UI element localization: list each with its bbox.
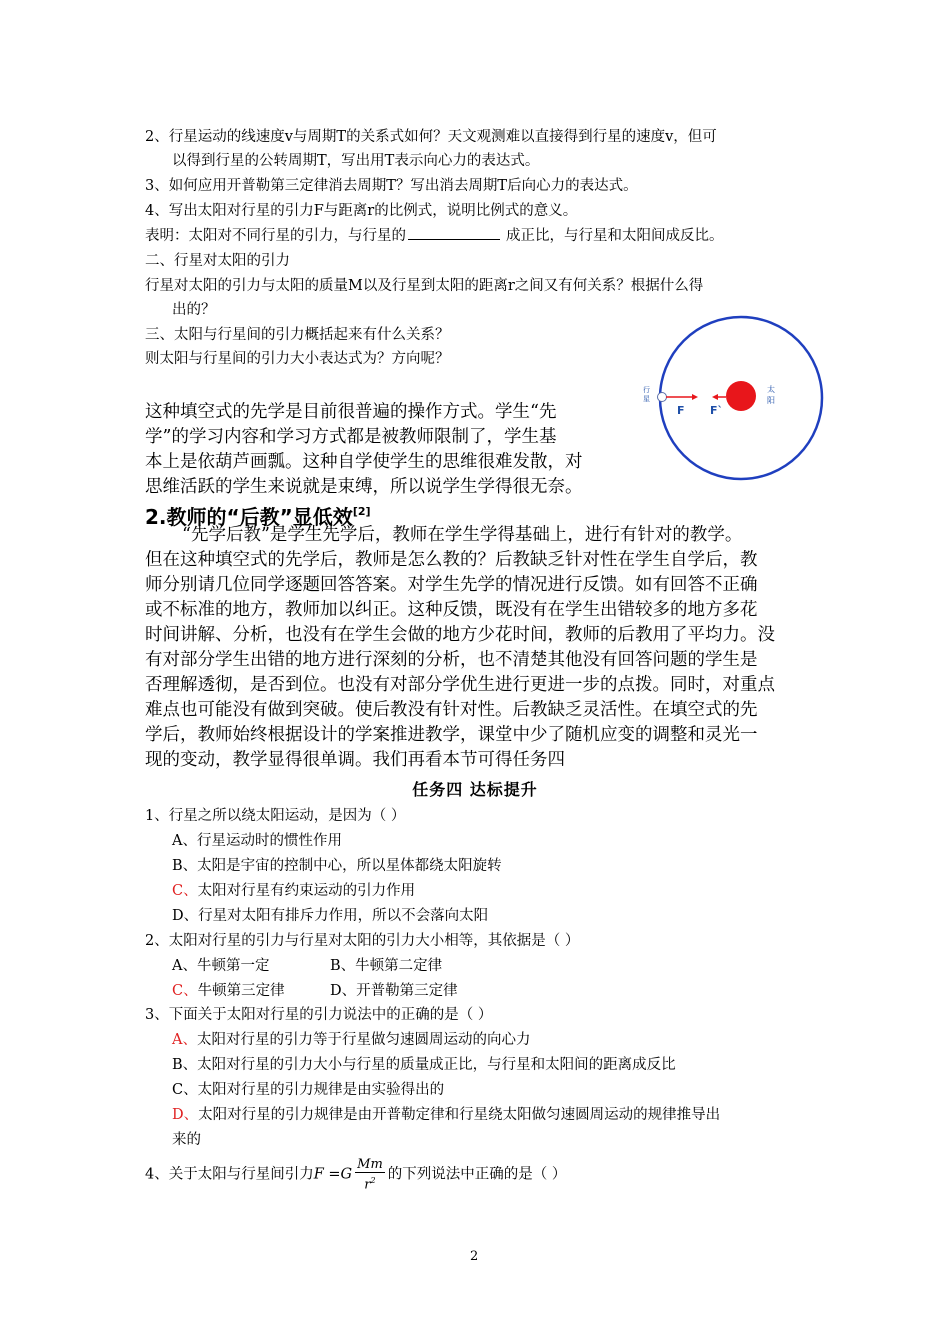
heading-text: 2.教师的“后教”显低效 [145, 505, 353, 529]
q2-option-c-letter: C、 [172, 983, 198, 999]
force-arrow-planet-head [692, 394, 698, 400]
task4-question-3: 3、下面关于太阳对行星的引力说法中的正确的是（ ） [145, 1007, 493, 1023]
q4-text-a: 4、关于太阳与行星间引力 [145, 1166, 314, 1183]
task4-question-4 [145, 1157, 566, 1192]
q2-option-c [172, 981, 285, 1001]
section-3-title: 三、太阳与行星间的引力概括起来有什么关系？ [145, 327, 450, 343]
para1-line-1: 这种填空式的先学是目前很普遍的操作方式。学生“先 [145, 402, 557, 422]
q1-option-c-text: 太阳对行星有约束运动的引力作用 [197, 883, 416, 899]
q2-option-c-text: 牛顿第三定律 [197, 983, 285, 999]
q3-option-d-letter: D、 [172, 1107, 199, 1123]
q2-option-d: D、开普勒第三定律 [330, 983, 458, 999]
q1-option-a: A、行星运动时的惯性作用 [172, 833, 342, 849]
shows-line [145, 226, 724, 246]
section-2-title: 二、行星对太阳的引力 [145, 253, 290, 269]
force-arrow-sun-head [712, 394, 718, 400]
orbit-diagram [643, 312, 830, 490]
q4-formula-den-base: r [364, 1177, 371, 1193]
sun-label-2: 阳 [767, 396, 775, 405]
question-2-line-1: 2、行星运动的线速度v与周期T的关系式如何？天文观测难以直接得到行星的速度v，但可 [145, 129, 717, 145]
planet-label-2: 星 [643, 395, 650, 403]
fill-blank [408, 226, 500, 240]
para2-line-4: 或不标准的地方，教师加以纠正。这种反馈，既没有在学生出错较多的地方多花 [145, 600, 758, 620]
para1-line-4: 思维活跃的学生来说就是束缚，所以说学生学得很无奈。 [145, 477, 583, 497]
para1-line-2: 学”的学习内容和学习方式都是被教师限制了，学生基 [145, 427, 557, 447]
task4-question-2: 2、太阳对行星的引力与行星对太阳的引力大小相等，其依据是（ ） [145, 933, 580, 949]
q4-formula-num: Mm [357, 1157, 383, 1172]
planet-circle [658, 393, 667, 402]
q2-option-a: A、牛顿第一定 [172, 958, 270, 974]
sun-circle [726, 381, 756, 411]
q1-option-c [172, 881, 415, 901]
para2-line-8: 难点也可能没有做到突破。使后教没有针对性。后教缺乏灵活性。在填空式的先 [145, 700, 758, 720]
q1-option-c-letter: C、 [172, 883, 198, 899]
q3-option-b: B、太阳对行星的引力大小与行星的质量成正比，与行星和太阳间的距离成反比 [172, 1057, 676, 1073]
planet-label-1: 行 [643, 386, 650, 394]
q4-formula-lhs: F =G [313, 1166, 353, 1183]
section-2-line-1: 行星对太阳的引力与太阳的质量M以及行星到太阳的距离r之间又有何关系？根据什么得 [145, 278, 704, 294]
para2-line-2: 但在这种填空式的先学后，教师是怎么教的？后教缺乏针对性在学生自学后，教 [145, 550, 758, 570]
task4-question-1: 1、行星之所以绕太阳运动，是因为（ ） [145, 808, 406, 824]
heading-reference: [2] [352, 505, 371, 518]
para1-line-3: 本上是依葫芦画瓢。这种自学使学生的思维很难发散，对 [145, 452, 583, 472]
force-label-f: F [677, 404, 685, 417]
q3-option-a-letter: A、 [172, 1032, 197, 1048]
para2-line-7: 否理解透彻，是否到位。也没有对部分学优生进行更进一步的点拨。同时，对重点 [145, 675, 775, 695]
para2-line-9: 学后，教师始终根据设计的学案推进教学，课堂中少了随机应变的调整和灵光一 [145, 725, 758, 745]
para2-line-1: “先学后教”是学生先学后，教师在学生学得基础上，进行有针对的教学。 [182, 525, 743, 545]
para2-line-10: 现的变动，教学显得很单调。我们再看本节可得任务四 [145, 750, 565, 770]
section-3-line-2: 则太阳与行星间的引力大小表达式为？方向呢？ [145, 351, 450, 367]
q4-formula-exp: 2 [370, 1176, 376, 1185]
q3-option-a-text: 太阳对行星的引力等于行星做匀速圆周运动的向心力 [196, 1032, 531, 1048]
q4-formula-den [355, 1173, 385, 1192]
shows-text-a: 表明：太阳对不同行星的引力，与行星的 [145, 228, 406, 244]
q3-option-d-line-2: 来的 [172, 1132, 201, 1148]
q1-option-b: B、太阳是宇宙的控制中心，所以星体都绕太阳旋转 [172, 858, 502, 874]
q4-formula-fraction [355, 1157, 385, 1192]
para2-line-5: 时间讲解、分析，也没有在学生会做的地方少花时间，教师的后教用了平均力。没 [145, 625, 775, 645]
sun-label-1: 太 [767, 385, 775, 394]
task4-title: 任务四 达标提升 [412, 780, 538, 799]
q3-option-d-text: 太阳对行星的引力规律是由开普勒定律和行星绕太阳做匀速圆周运动的规律推导出 [198, 1107, 721, 1123]
para2-line-6: 有对部分学生出错的地方进行深刻的分析，也不清楚其他没有回答问题的学生是 [145, 650, 758, 670]
q2-option-b: B、牛顿第二定律 [330, 958, 443, 974]
para2-line-3: 师分别请几位同学逐题回答答案。对学生先学的情况进行反馈。如有回答不正确 [145, 575, 758, 595]
q3-option-c: C、太阳对行星的引力规律是由实验得出的 [172, 1082, 445, 1098]
section-2-line-2: 出的？ [172, 302, 216, 318]
q3-option-d [172, 1105, 720, 1125]
q4-text-b: 的下列说法中正确的是（ ） [387, 1166, 567, 1183]
question-2-line-2: 以得到行星的公转周期T，写出用T表示向心力的表达式。 [172, 153, 540, 169]
question-3: 3、如何应用开普勒第三定律消去周期T？写出消去周期T后向心力的表达式。 [145, 178, 638, 194]
shows-text-b: 成正比，与行星和太阳间成反比。 [506, 228, 724, 244]
q1-option-d: D、行星对太阳有排斥力作用，所以不会落向太阳 [172, 908, 489, 924]
question-4: 4、写出太阳对行星的引力F与距离r的比例式，说明比例式的意义。 [145, 203, 578, 219]
page-number: 2 [470, 1249, 479, 1264]
q3-option-a [172, 1030, 530, 1050]
force-label-f2: F` [710, 404, 724, 417]
